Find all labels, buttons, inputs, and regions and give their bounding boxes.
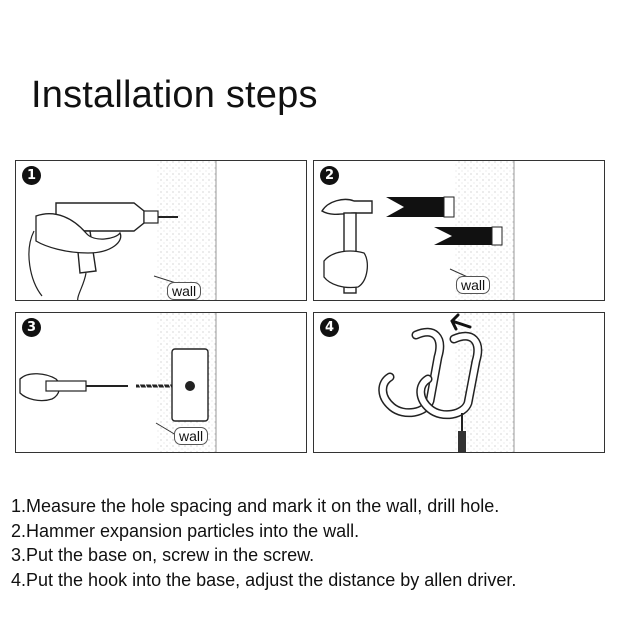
instruction-step: 3.Put the base on, screw in the screw. xyxy=(11,545,315,565)
instruction-step: 4.Put the hook into the base, adjust the distance by allen driver. xyxy=(11,569,517,590)
instruction-step: 1.Measure the hole spacing and mark it on the wall, drill hole. xyxy=(11,496,500,516)
hook-illustration xyxy=(314,313,605,453)
wall-label: wall xyxy=(457,277,489,293)
step-3-panel xyxy=(15,312,307,453)
instruction-step: 2.Hammer expansion particles into the wall. xyxy=(11,520,360,541)
step-number-badge: 2 xyxy=(320,166,339,185)
instruction-list xyxy=(11,494,516,592)
step-2-panel xyxy=(313,160,605,301)
step-number-badge: 1 xyxy=(22,166,41,185)
wall-label: wall xyxy=(168,283,200,299)
step-number-badge: 3 xyxy=(22,318,41,337)
screwdriver-illustration xyxy=(16,313,307,453)
step-1-panel xyxy=(15,160,307,301)
step-number-badge: 4 xyxy=(320,318,339,337)
drill-illustration xyxy=(16,161,307,301)
page-title: Installation steps xyxy=(31,74,318,116)
wall-label: wall xyxy=(175,428,207,444)
step-4-panel xyxy=(313,312,605,453)
